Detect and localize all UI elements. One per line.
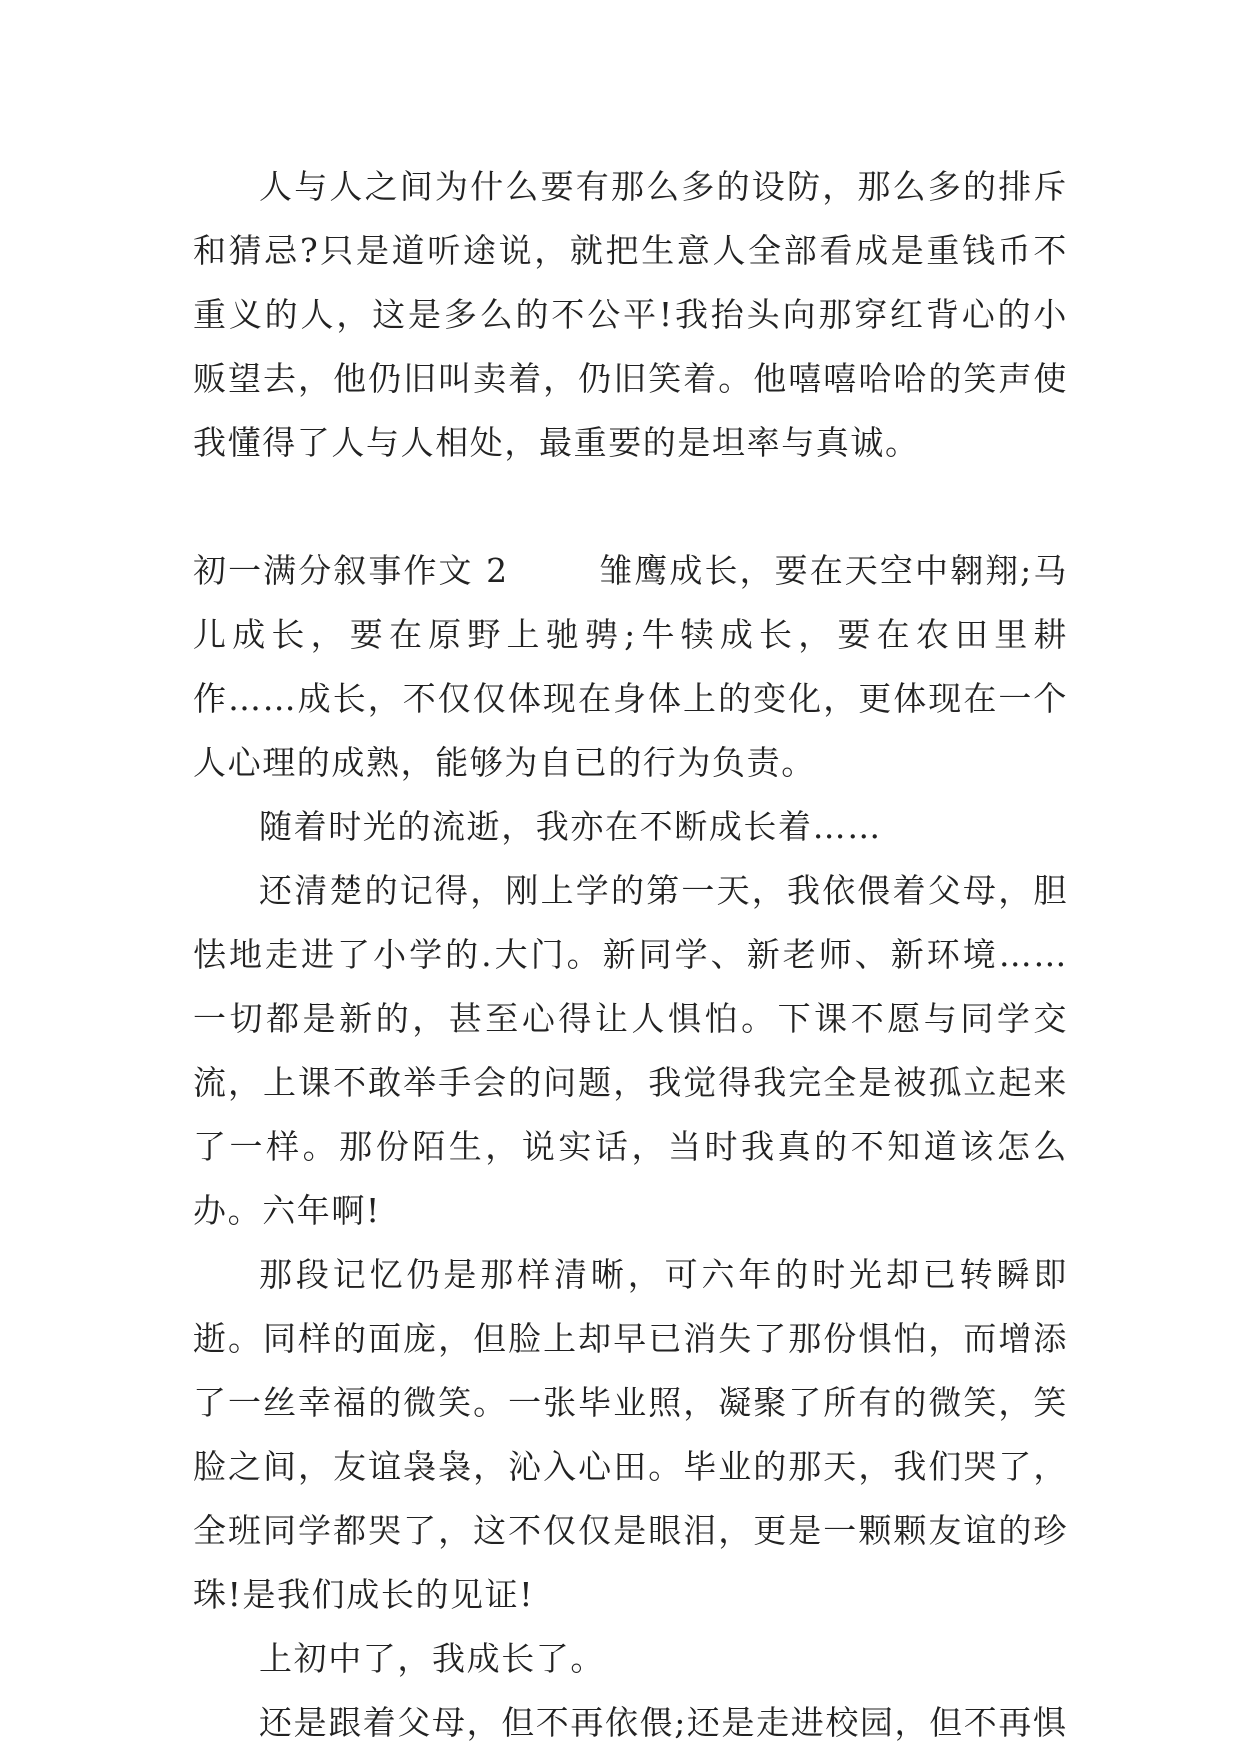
essay-2-paragraph-1: 随着时光的流逝，我亦在不断成长着…… bbox=[259, 807, 882, 846]
essay-2-paragraph-5: 还是跟着父母，但不再依偎;还是走进校园，但不再惧 bbox=[259, 1703, 1068, 1742]
paragraph-1: 人与人之间为什么要有那么多的设防，那么多的排斥和猜忌?只是道听途说，就把生意人全部看成是重钱币不重义的人，这是多么的不公平!我抬头向那穿红背心的小贩望去，他仍旧叫卖着，仍旧笑着。他嘻嘻哈哈的笑声使我懂得了人与人相处，最重要的是坦率与真诚。 bbox=[193, 167, 1068, 462]
essay-2-paragraph-2: 还清楚的记得，刚上学的第一天，我依偎着父母，胆怯地走进了小学的.大门。新同学、新老师、新环境……一切都是新的，甚至心得让人惧怕。下课不愿与同学交流，上课不敢举手会的问题，我觉得我完全是被孤立起来了一样。那份陌生，说实话，当时我真的不知道该怎么办。六年啊! bbox=[193, 871, 1068, 1230]
document-body bbox=[193, 155, 1068, 1755]
essay-2-first-paragraph: 雏鹰成长，要在天空中翱翔;马儿成长，要在原野上驰骋;牛犊成长，要在农田里耕作……成长，不仅仅体现在身体上的变化，更体现在一个人心理的成熟，能够为自已的行为负责。 bbox=[193, 551, 1068, 782]
essay-2-paragraph-3: 那段记忆仍是那样清晰，可六年的时光却已转瞬即逝。同样的面庞，但脸上却早已消失了那份惧怕，而增添了一丝幸福的微笑。一张毕业照，凝聚了所有的微笑，笑脸之间，友谊袅袅，沁入心田。毕业的那天，我们哭了，全班同学都哭了，这不仅仅是眼泪，更是一颗颗友谊的珍珠!是我们成长的见证! bbox=[193, 1255, 1068, 1614]
essay-2-title: 初一满分叙事作文 2 bbox=[193, 551, 509, 590]
essay-2-paragraph-4: 上初中了，我成长了。 bbox=[259, 1639, 605, 1678]
essay-2-opening bbox=[193, 539, 1068, 795]
